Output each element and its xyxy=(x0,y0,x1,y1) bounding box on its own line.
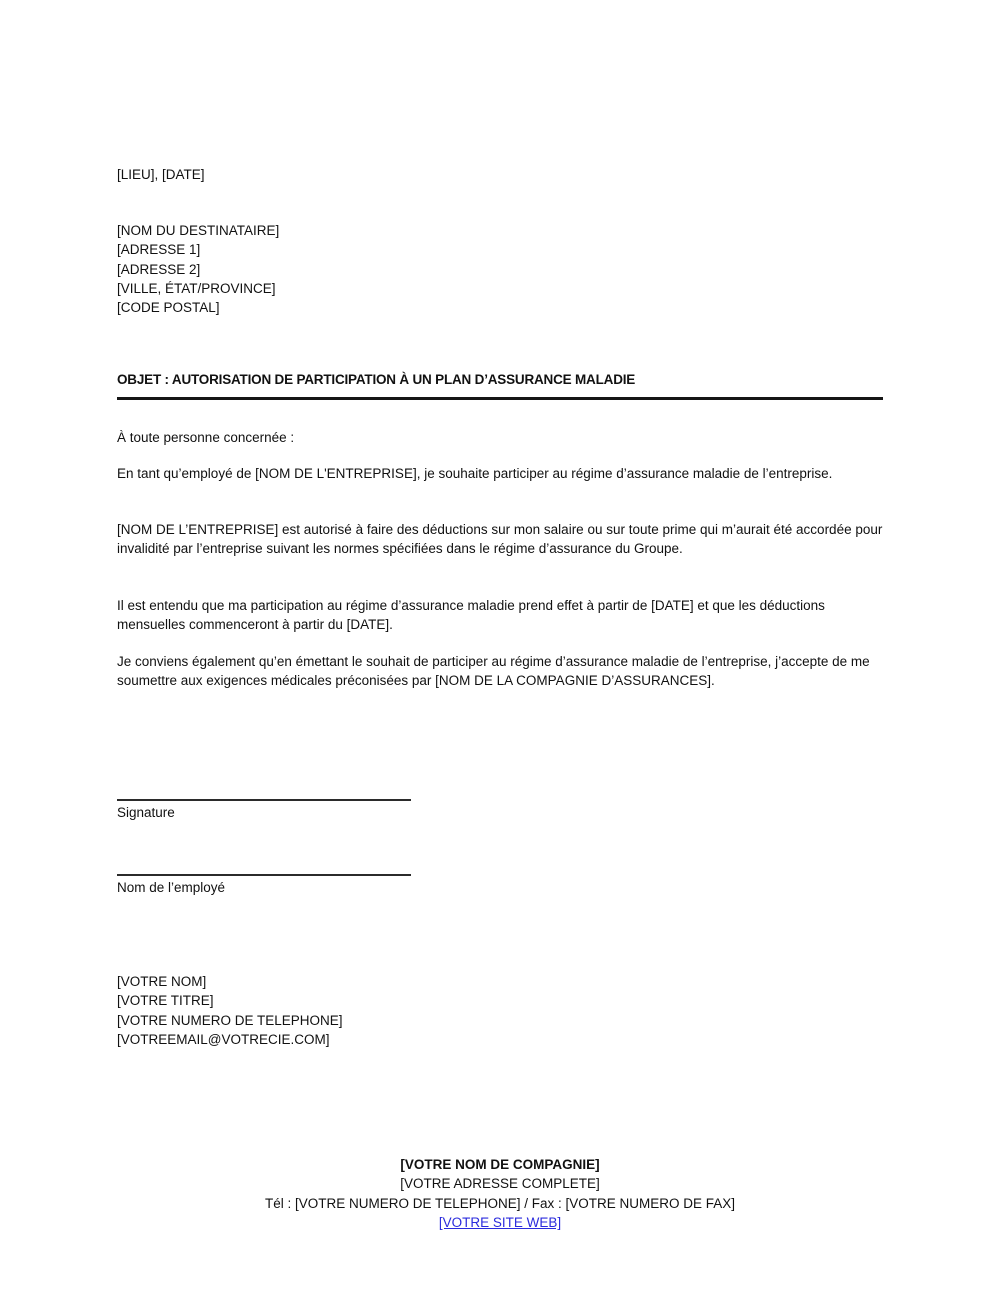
body-paragraph-3: Il est entendu que ma participation au régime d’assurance maladie prend effet à partir de [DATE] et que les déductions mensuelles commenceront à partir du [DATE]. xyxy=(117,598,825,633)
subject-underline xyxy=(117,397,883,400)
sender-block xyxy=(117,972,343,1049)
recipient-postal-line: [CODE POSTAL] xyxy=(117,300,220,316)
sender-name-line: [VOTRE NOM] xyxy=(117,974,207,989)
sender-phone-line: [VOTRE NUMERO DE TELEPHONE] xyxy=(117,1012,343,1028)
recipient-address1-line: [ADRESSE 1] xyxy=(117,242,201,258)
website-link[interactable]: [VOTRE SITE WEB] xyxy=(438,1215,562,1231)
recipient-city-line: [VILLE, ÉTAT/PROVINCE] xyxy=(117,280,276,296)
sender-title-line: [VOTRE TITRE] xyxy=(117,993,214,1009)
recipient-name-line: [NOM DU DESTINATAIRE] xyxy=(117,223,280,238)
body-paragraph-2: [NOM DE L’ENTREPRISE] est autorisé à faire des déductions sur mon salaire ou sur toute prime qui m’aurait été accordée pour invalidité par l’entreprise suivant les normes spécifiées dans le régime d’assurance du Groupe. xyxy=(117,522,883,557)
employee-name-line xyxy=(117,874,411,876)
recipient-address2-line: [ADRESSE 2] xyxy=(117,261,201,277)
footer-tel-fax: Tél : [VOTRE NUMERO DE TELEPHONE] / Fax : [VOTRE NUMERO DE FAX] xyxy=(264,1195,736,1211)
salutation: À toute personne concernée : xyxy=(117,430,295,445)
footer-company-name: [VOTRE NOM DE COMPAGNIE] xyxy=(400,1157,600,1172)
dateline: [LIEU], [DATE] xyxy=(117,167,205,182)
signature-line xyxy=(117,799,411,801)
signature-label: Signature xyxy=(117,805,175,820)
body-paragraph-1: En tant qu’employé de [NOM DE L'ENTREPRISE], je souhaite participer au régime d’assurance maladie de l’entreprise. xyxy=(117,466,833,481)
footer xyxy=(0,1155,1000,1233)
footer-company-address: [VOTRE ADRESSE COMPLETE] xyxy=(400,1176,600,1192)
subject-line: OBJET : AUTORISATION DE PARTICIPATION À UN PLAN D’ASSURANCE MALADIE xyxy=(117,372,636,387)
body-paragraph-4: Je conviens également qu’en émettant le souhait de participer au régime d’assurance maladie de l’entreprise, j’accepte de me soumettre aux exigences médicales préconisées par [NOM DE LA COMPAGNIE D’ASSURANCES]. xyxy=(117,654,870,689)
recipient-block xyxy=(117,221,279,317)
employee-name-label: Nom de l’employé xyxy=(117,880,226,895)
sender-email-line: [VOTREEMAIL@VOTRECIE.COM] xyxy=(117,1031,330,1047)
